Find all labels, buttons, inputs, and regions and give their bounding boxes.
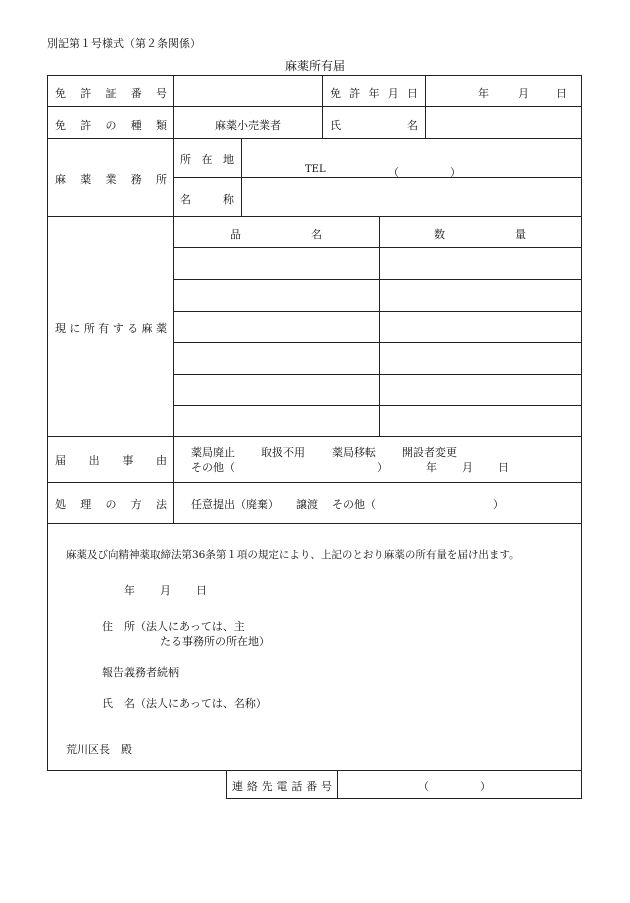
form-reference: 別記第１号様式（第２条関係） xyxy=(47,37,201,50)
disposal-other-close: ） xyxy=(493,498,504,511)
office-address-label: 所 在 地 xyxy=(180,153,234,166)
contact-phone-field[interactable] xyxy=(338,771,581,798)
address-label: 住 所（法人にあっては、主 xyxy=(102,620,245,633)
address-label-cont: たる事務所の所在地） xyxy=(160,635,270,648)
reason-other-close: ） xyxy=(377,461,388,474)
item-name-header: 品 名 xyxy=(230,228,322,241)
contact-paren-open: （ xyxy=(418,780,429,793)
license-number-label: 免 許 証 番 号 xyxy=(55,87,167,100)
declaration-text: 麻薬及び向精神薬取締法第36条第１項の規定により、上記のとおり麻薬の所有量を届け出ます。 xyxy=(66,549,520,561)
reason-label: 届 出 事 由 xyxy=(55,454,167,467)
declarant-name-label: 氏 名（法人にあっては、名称） xyxy=(102,697,267,710)
reason-opt-other[interactable]: その他（ xyxy=(191,461,235,474)
applicant-name-label: 氏 名 xyxy=(330,119,418,132)
quantity-header: 数 量 xyxy=(434,228,526,241)
office-name-field[interactable] xyxy=(242,178,582,216)
addressee: 荒川区長 殿 xyxy=(66,743,132,756)
reason-date-month: 月 xyxy=(462,461,473,474)
license-type-value[interactable]: 麻薬小売業者 xyxy=(215,119,281,132)
disposal-opt-voluntary[interactable]: 任意提出（廃棄） xyxy=(191,498,279,511)
page-title: 麻薬所有届 xyxy=(284,59,345,73)
reason-opt-no-longer-handling[interactable]: 取扱不用 xyxy=(261,446,305,459)
license-date-year: 年 xyxy=(478,87,489,100)
reason-date-day: 日 xyxy=(498,461,509,474)
disposal-opt-transfer[interactable]: 譲渡 xyxy=(296,498,318,511)
reason-opt-pharmacy-relocation[interactable]: 薬局移転 xyxy=(332,446,376,459)
declaration-year: 年 xyxy=(124,584,135,597)
narcotics-held-label: 現 に 所 有 す る 麻 薬 xyxy=(55,322,167,335)
tel-label: TEL xyxy=(305,164,326,175)
license-type-label: 免 許 の 種 類 xyxy=(55,119,167,132)
contact-phone-label: 連 絡 先 電 話 番 号 xyxy=(232,780,332,793)
office-name-label: 名 称 xyxy=(180,193,234,206)
office-address-field[interactable] xyxy=(242,139,582,177)
license-date-field[interactable] xyxy=(426,85,582,99)
contact-paren-close: ） xyxy=(480,780,491,793)
tel-paren-close: ） xyxy=(450,166,461,179)
reason-opt-owner-change[interactable]: 開設者変更 xyxy=(402,446,457,459)
tel-paren-open: （ xyxy=(388,166,399,179)
declaration-day: 日 xyxy=(196,584,207,597)
license-date-month: 月 xyxy=(518,87,529,100)
disposal-method-label: 処 理 の 方 法 xyxy=(55,498,167,511)
declaration-month: 月 xyxy=(160,584,171,597)
disposal-opt-other[interactable]: その他（ xyxy=(332,498,376,511)
reason-opt-pharmacy-closure[interactable]: 薬局廃止 xyxy=(191,446,235,459)
relation-label: 報告義務者続柄 xyxy=(102,666,179,679)
license-date-day: 日 xyxy=(556,87,567,100)
reason-date-year: 年 xyxy=(426,461,437,474)
office-label: 麻 薬 業 務 所 xyxy=(55,173,167,186)
license-date-label: 免 許 年 月 日 xyxy=(330,87,418,100)
